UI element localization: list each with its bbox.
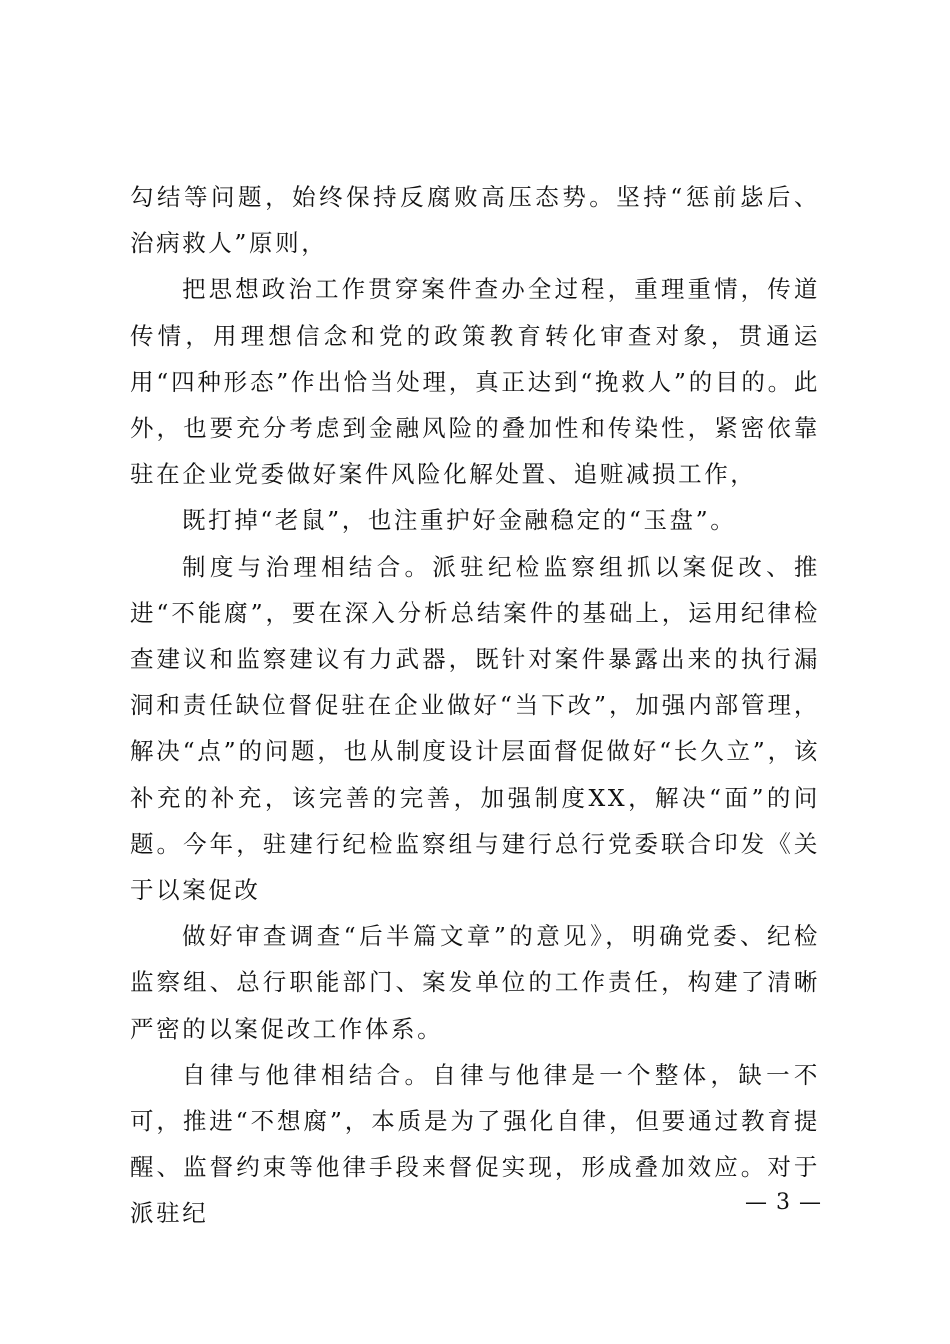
paragraph-5: 做好审查调查“后半篇文章”的意见》，明确党委、纪检监察组、总行职能部门、案发单位的工作责任，构建了清晰严密的以案促改工作体系。 — [130, 922, 820, 1043]
paragraph-2: 把思想政治工作贯穿案件查办全过程，重理重情，传道传情，用理想信念和党的政策教育转化审查对象，贯通运用“四种形态”作出恰当处理，真正达到“挽救人”的目的。此外，也要充分考虑到金融风险的叠加性和传染性，紧密依靠驻在企业党委做好案件风险化解处置、追赃减损工作， — [130, 275, 820, 489]
paragraph-6: 自律与他律相结合。自律与他律是一个整体，缺一不可，推进“不想腐”，本质是为了强化自律，但要通过教育提醒、监督约束等他律手段来督促实现，形成叠加效应。对于派驻纪 — [130, 1060, 820, 1228]
document-body — [130, 174, 820, 1237]
paragraph-3: 既打掉“老鼠”，也注重护好金融稳定的“玉盘”。 — [182, 506, 737, 535]
page-number: — 3 — — [745, 1190, 822, 1215]
paragraph-4: 制度与治理相结合。派驻纪检监察组抓以案促改、推进“不能腐”，要在深入分析总结案件的基础上，运用纪律检查建议和监察建议有力武器，既针对案件暴露出来的执行漏洞和责任缺位督促驻在企业做好“当下改”，加强内部管理，解决“点”的问题，也从制度设计层面督促做好“长久立”，该补充的补充，该完善的完善，加强制度XX，解决“面”的问题。今年，驻建行纪检监察组与建行总行党委联合印发《关于以案促改 — [130, 552, 820, 905]
paragraph-1: 勾结等问题，始终保持反腐败高压态势。坚持“惩前毖后、治病救人”原则， — [130, 183, 820, 258]
